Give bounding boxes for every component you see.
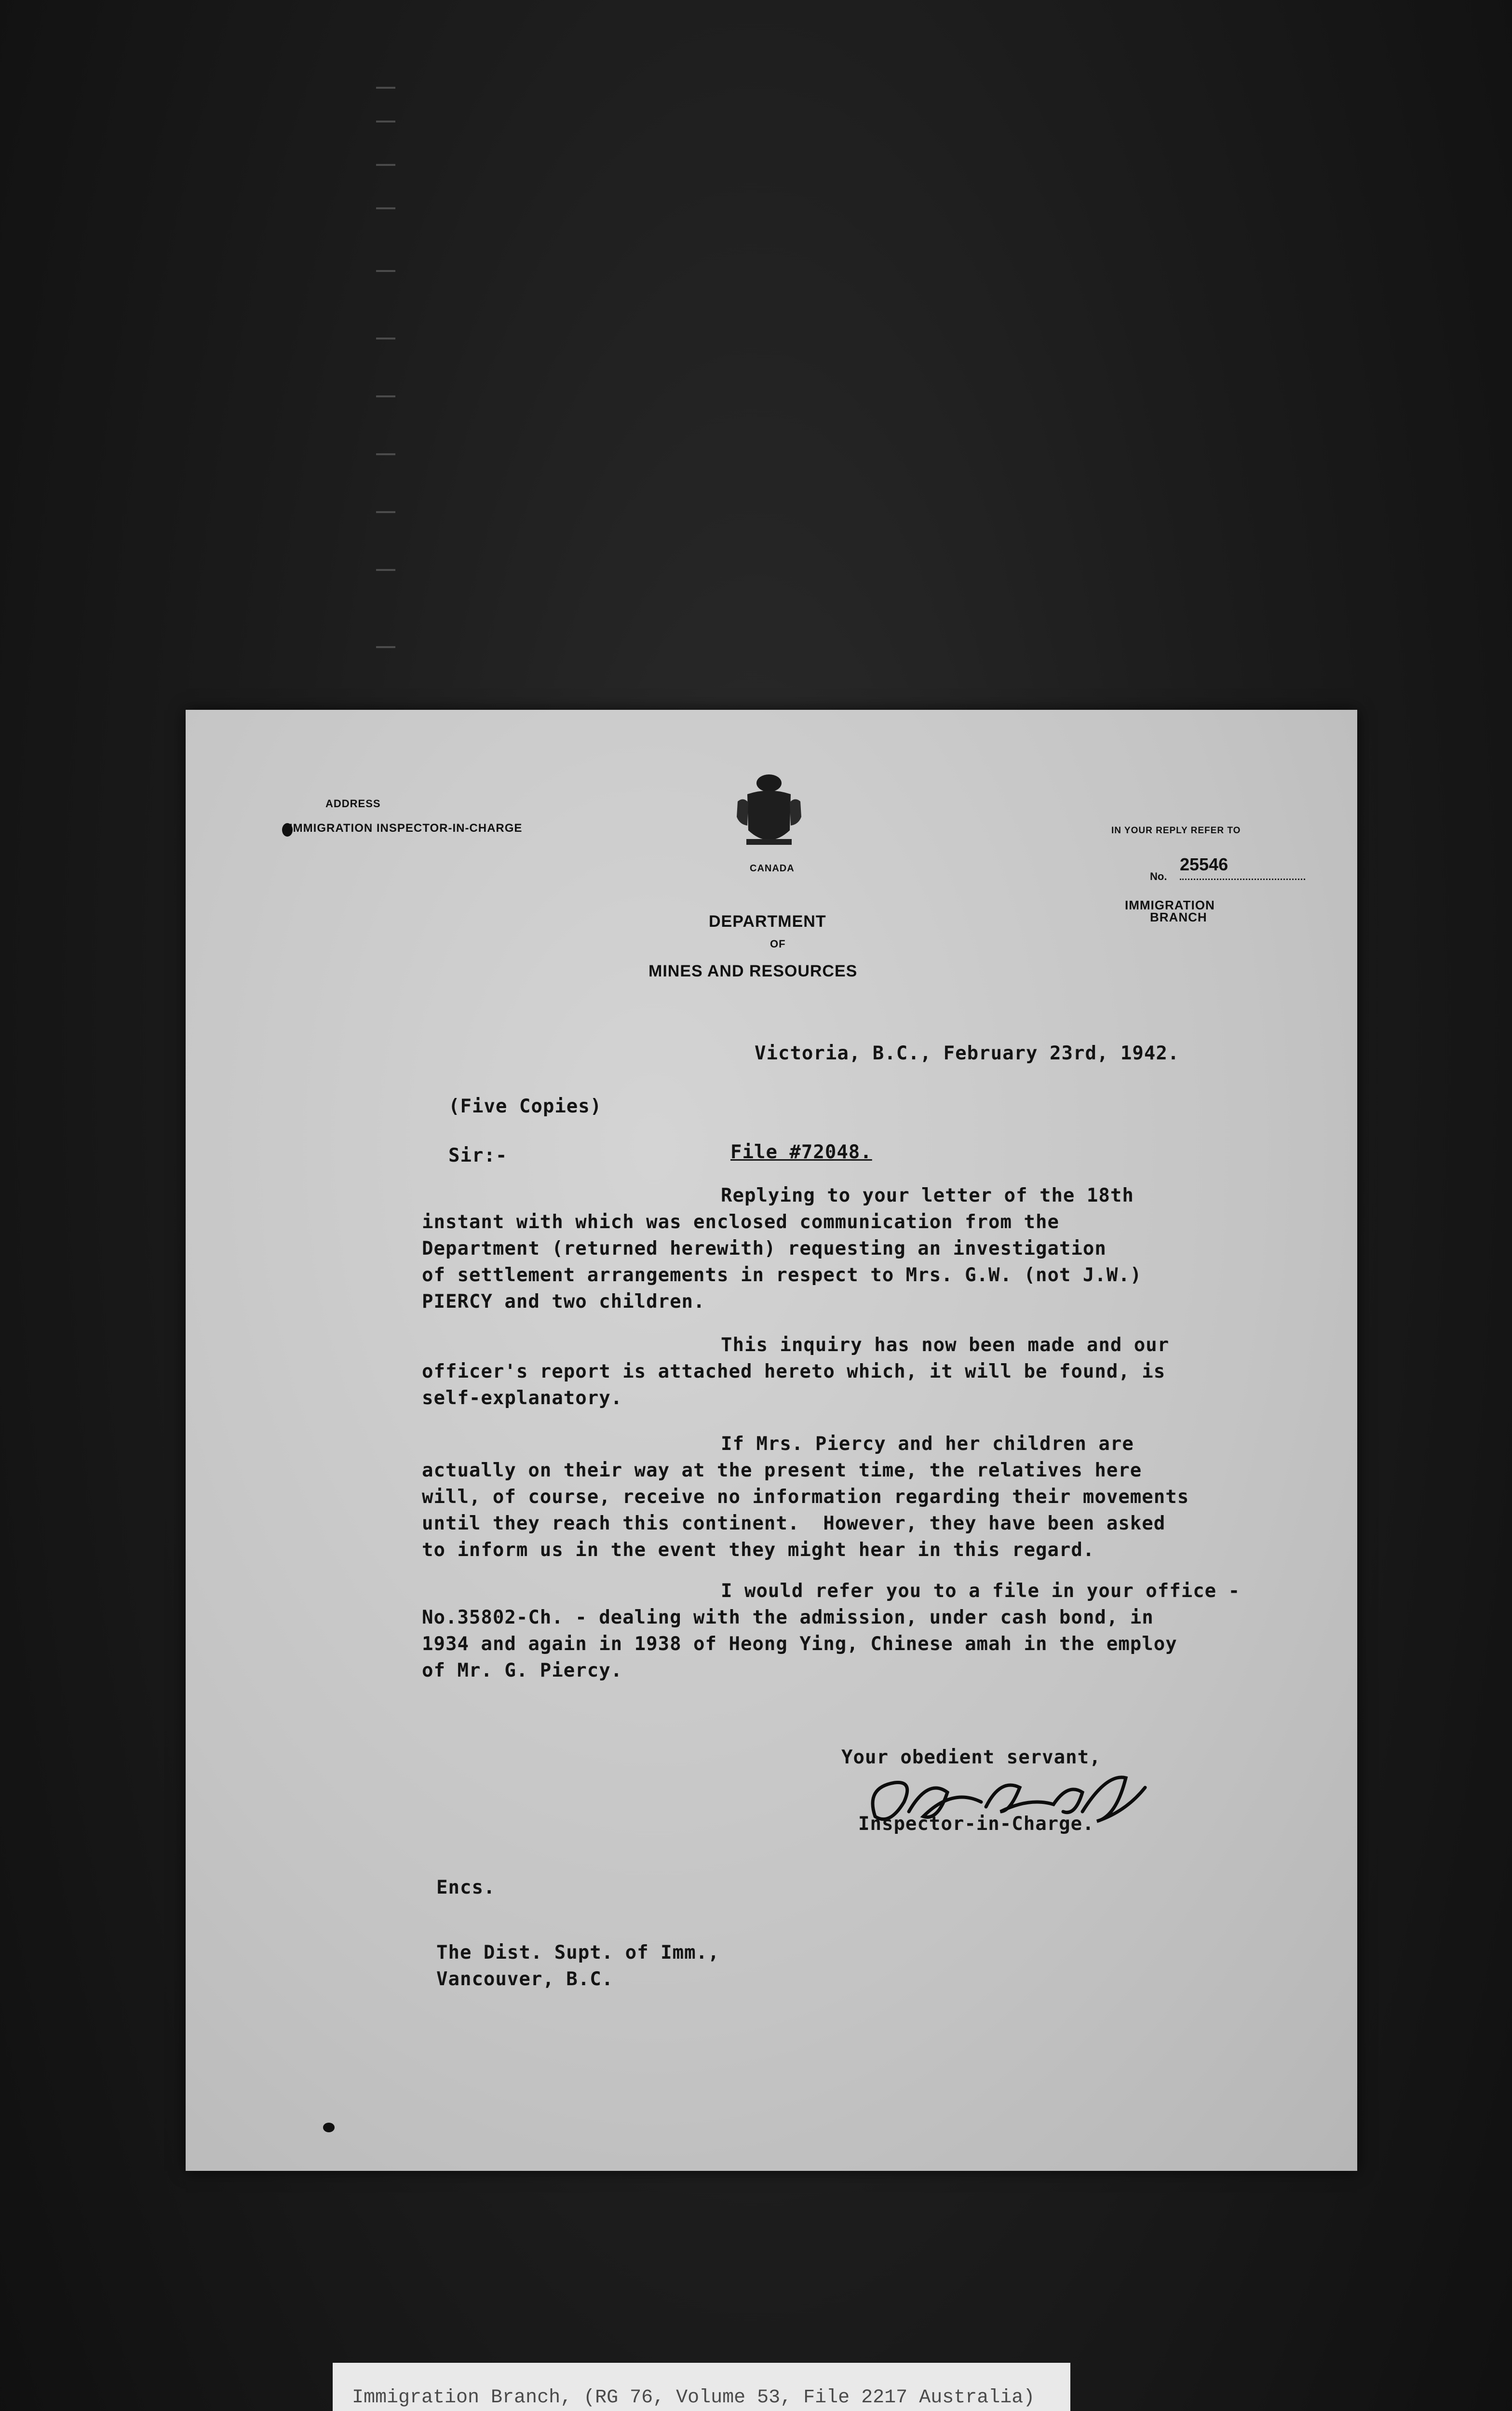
- file-reference: File #72048.: [730, 1141, 872, 1163]
- archive-reference-text: Immigration Branch, (RG 76, Volume 53, File 2217 Australia): [352, 2387, 1035, 2409]
- enclosures: Encs.: [436, 1877, 496, 1898]
- royal-crest-icon: [733, 772, 805, 857]
- paragraph-line: until they reach this continent. However, they have been asked: [422, 1513, 1166, 1534]
- branch-line-2: BRANCH: [1150, 910, 1207, 924]
- closing: Your obedient servant,: [841, 1747, 1101, 1768]
- paragraph-line: officer's report is attached hereto which, it will be found, is: [422, 1361, 1166, 1382]
- paragraph-line: instant with which was enclosed communication from the: [422, 1211, 1059, 1233]
- address-to: IMMIGRATION INSPECTOR-IN-CHARGE: [289, 822, 523, 835]
- letter-page: [186, 710, 1357, 2171]
- paragraph-1: [422, 1182, 1142, 1315]
- ref-no-label: No.: [1150, 870, 1167, 882]
- paragraph-3: [422, 1431, 1189, 1563]
- paragraph-line: Department (returned herewith) requesting an investigation: [422, 1238, 1107, 1260]
- paragraph-line: actually on their way at the present time, the relatives here: [422, 1460, 1142, 1481]
- crest-caption: CANADA: [750, 863, 795, 874]
- paragraph-line: This inquiry has now been made and our: [721, 1334, 1170, 1356]
- copies-note: (Five Copies): [448, 1096, 602, 1117]
- ink-spot: [323, 2123, 335, 2132]
- paragraph-line: self-explanatory.: [422, 1387, 623, 1409]
- paragraph-line: 1934 and again in 1938 of Heong Ying, Chinese amah in the employ: [422, 1633, 1177, 1655]
- of-heading: OF: [770, 938, 786, 950]
- archive-reference-label: [333, 2363, 1070, 2411]
- addressee-line-1: The Dist. Supt. of Imm.,: [436, 1942, 720, 1964]
- paragraph-line: Replying to your letter of the 18th: [721, 1185, 1134, 1206]
- ministry-heading: MINES AND RESOURCES: [648, 962, 858, 980]
- paragraph-line: I would refer you to a file in your office -: [721, 1580, 1241, 1602]
- paragraph-2: [422, 1332, 1169, 1411]
- addressee-line-2: Vancouver, B.C.: [436, 1968, 614, 1990]
- department-heading: DEPARTMENT: [709, 912, 826, 931]
- ref-number: 25546: [1180, 854, 1305, 880]
- paragraph-4: [422, 1578, 1240, 1684]
- paragraph-line: No.35802-Ch. - dealing with the admission, under cash bond, in: [422, 1607, 1154, 1628]
- film-edge-marks: [376, 87, 395, 665]
- signature-title: Inspector-in-Charge.: [858, 1813, 1094, 1835]
- place-date: Victoria, B.C., February 23rd, 1942.: [755, 1043, 1180, 1064]
- reply-refer-label: IN YOUR REPLY REFER TO: [1111, 826, 1241, 836]
- salutation: Sir:-: [448, 1145, 508, 1166]
- paragraph-line: of Mr. G. Piercy.: [422, 1660, 623, 1681]
- branch-line-1: IMMIGRATION: [1125, 898, 1215, 912]
- paragraph-line: will, of course, receive no information regarding their movements: [422, 1486, 1189, 1508]
- paragraph-line: PIERCY and two children.: [422, 1291, 705, 1313]
- paragraph-line: to inform us in the event they might hear in this regard.: [422, 1539, 1095, 1561]
- paragraph-line: of settlement arrangements in respect to Mrs. G.W. (not J.W.): [422, 1264, 1142, 1286]
- paragraph-line: If Mrs. Piercy and her children are: [721, 1433, 1134, 1455]
- address-label: ADDRESS: [325, 798, 381, 810]
